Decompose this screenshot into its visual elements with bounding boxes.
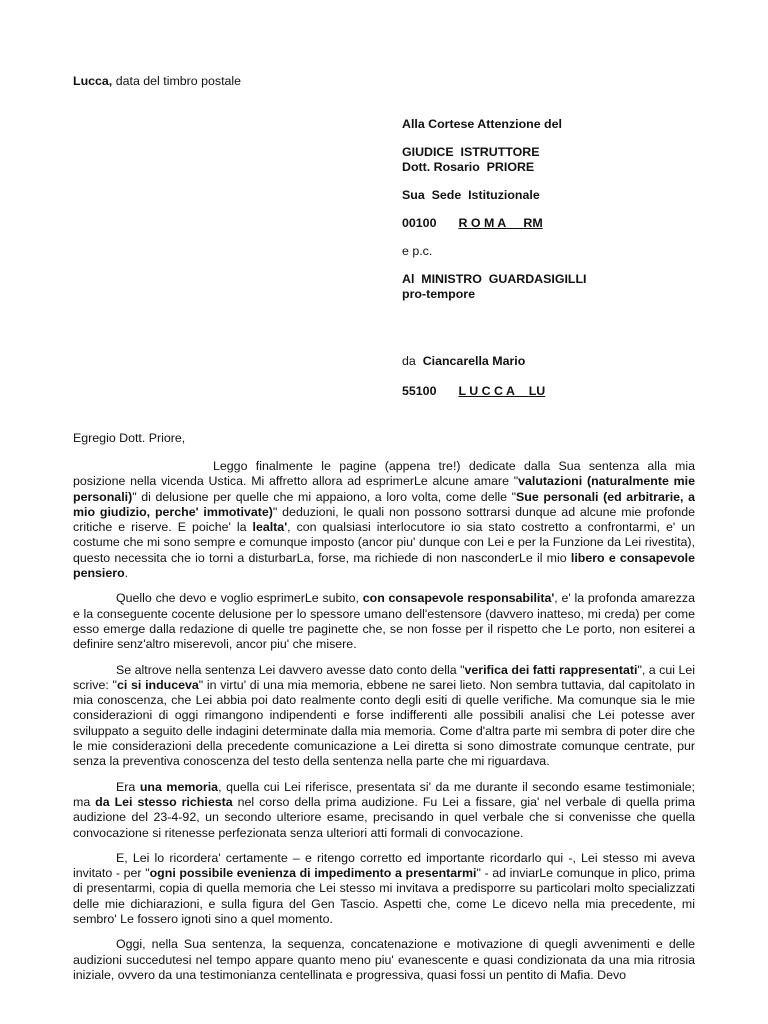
institutional-seat: Sua Sede Istituzionale	[402, 188, 540, 202]
bold-phrase: valutazioni (naturalmente mie personali)	[73, 474, 695, 504]
paragraph-text: .	[124, 566, 129, 581]
paragraph-text: " deduzioni, le quali non possono sottrarsi dunque ad alcune mie profonde critiche e riserve. E poiche' la	[73, 504, 695, 535]
paragraph-text: Se altrove nella sentenza Lei davvero avesse dato conto della "	[116, 662, 465, 677]
bold-phrase: una memoria	[139, 779, 219, 794]
paragraph-text: Quello che devo e voglio esprimerLe subito,	[116, 591, 363, 606]
paragraph-text: ", a cui Lei scrive: "	[73, 662, 695, 692]
cc-label: e p.c.	[402, 244, 433, 258]
bold-phrase: da Lei stesso richiesta	[95, 794, 233, 809]
paragraph-6	[73, 937, 695, 983]
bold-phrase: libero e consapevole pensiero	[73, 550, 695, 581]
bold-phrase: lealta'	[252, 520, 288, 535]
paragraph-1	[73, 459, 695, 581]
minister-subtitle: pro-tempore	[402, 287, 475, 301]
judge-title: GIUDICE ISTRUTTORE	[402, 145, 540, 159]
sender-city-line	[402, 384, 742, 399]
paragraph-4	[73, 780, 695, 841]
place-name: Lucca,	[73, 74, 113, 88]
recipient-province: RM	[523, 216, 543, 230]
sender-province: LU	[528, 384, 546, 398]
paragraph-text: " - ad inviarLe comunque in plico, prima di presentarmi, copia di quella memoria che Lei stesso mi invitava a predisporre su particolari molto specializzati delle mie dichiarazioni, e sulla figura del Gen Tascio. Aspetti che, come Le dicevo nella mia precedente, mi sembro' Le fossero ignoti sino a quel momento.	[73, 866, 695, 927]
judge-name: Dott. Rosario PRIORE	[402, 160, 535, 174]
paragraph-text: E, Lei lo ricordera' certamente – e ritengo corretto ed importante ricordarlo qui -, Lei stesso mi aveva invitato - per "	[73, 850, 695, 881]
paragraph-text: " di delusione per quelle che mi appaiono, a loro volta, come delle "	[132, 489, 517, 504]
paragraph-text: , quella cui Lei riferisce, presentata si' da me durante il secondo esame testimoniale; ma	[73, 779, 695, 809]
recipient-block	[402, 117, 742, 302]
paragraph-5	[73, 851, 695, 927]
bold-phrase: verifica dei fatti rappresentati	[464, 662, 638, 677]
postmark-date: data del timbro postale	[115, 74, 242, 88]
letter-body	[73, 459, 695, 993]
paragraph-text: Era	[116, 779, 140, 794]
bold-phrase: ogni possibile evenienza di impedimento a presentarmi	[149, 866, 477, 881]
place-date-line	[73, 74, 241, 89]
sender-city: L U C C A	[458, 384, 515, 398]
sender-cap: 55100	[402, 384, 437, 398]
recipient-cap: 00100	[402, 216, 437, 230]
sender-name: Ciancarella Mario	[422, 354, 526, 368]
paragraph-2	[73, 591, 695, 652]
paragraph-text: Oggi, nella Sua sentenza, la sequenza, concatenazione e motivazione di quegli avvenimenti e delle audizioni succedutesi nel tempo appare quanto meno piu' evanescente e quasi condizionata da una mia ritrosia iniziale, ovvero da una testimonianza centellinata e progressiva, quasi fossi un pentito di Mafia. Devo	[73, 937, 695, 982]
paragraph-text: , e' la profonda amarezza e la conseguente cocente delusione per lo spessore umano dell'estensore (davvero inatteso, mi creda) per come esso emerge dalla redazione di quelle tre paginette che, se non fosse per il rispetto che Le porto, non esiterei a definire senz'altro miserevoli, ancor piu' che misere.	[73, 591, 695, 652]
bold-phrase: ci si induceva	[116, 677, 199, 692]
attention-line: Alla Cortese Attenzione del	[402, 117, 562, 131]
paragraph-text: Leggo finalmente le pagine (appena tre!) dedicate dalla Sua sentenza alla mia posizione nella vicenda Ustica. Mi affretto allora ad esprimerLe alcune amare "	[73, 459, 695, 489]
bold-phrase: Sue personali (ed arbitrarie, a mio giudizio, perche' immotivate)	[73, 489, 695, 519]
paragraph-text: nel corso della prima audizione. Fu Lei a fissare, gia' nel verbale di quella prima audizione del 23-4-92, un secondo ulteriore esame, precisando in quel verbale che si convenisse che quella convocazione si ritenesse perfezionata senza ulteriori atti formali di convocazione.	[73, 794, 696, 840]
sender-block	[402, 354, 742, 399]
recipient-city: R O M A	[458, 216, 507, 230]
minister-line: Al MINISTRO GUARDASIGILLI	[402, 272, 587, 286]
paragraph-text: , con qualsiasi interlocutore io sia stato costretto a confrontarmi, e' un costume che mi sono sempre e comunque imposto (ancor piu' dunque con Lei e per la Funzione da Lei rivestita), questo necessita che io torni a disturbarLa, forse, ma richiede di non nasconderLe il mio	[73, 520, 695, 565]
paragraph-3	[73, 663, 695, 770]
salutation: Egregio Dott. Priore,	[73, 431, 186, 445]
paragraph-text: " in virtu' di una mia memoria, ebbene ne sarei lieto. Non sembra tuttavia, dal capitolato in mia conoscenza, che Lei abbia poi dato realmente conto degli esiti di quelle verifiche. Ma comunque sia le mie considerazioni di oggi rimangono indipendenti e forse indifferenti alle possibili analisi che Lei potesse aver sviluppato a seguito delle indagini determinate dalla mia memoria. Come d'altra parte mi sembra di poter dire che le mie considerazioni della precedente comunicazione a Lei diretta si sono dimostrate comunque centrate, pur senza la preventiva conoscenza del testo della sentenza nella parte che mi riguardava.	[73, 677, 696, 769]
recipient-city-line	[402, 216, 742, 231]
sender-from-label: da	[402, 354, 416, 368]
sender-line	[402, 354, 742, 369]
bold-phrase: con consapevole responsabilita'	[362, 591, 555, 606]
